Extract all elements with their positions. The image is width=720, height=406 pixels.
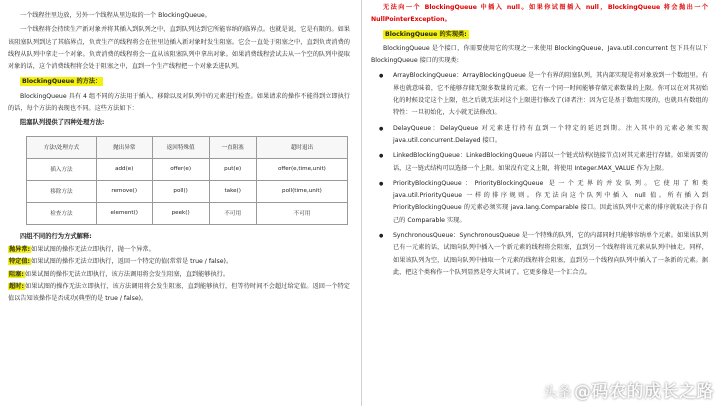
- behavior-item: [8, 244, 350, 256]
- behavior-item: [8, 281, 350, 306]
- methods-heading: BlockingQueue 的方法：: [22, 78, 102, 86]
- table-row: [27, 202, 348, 224]
- impl-list-item: ● LinkedBlockingQueue：LinkedBlockingQueue 内部以一个链式结构(链接节点)对其元素进行存储。如果需要的话，这一链式结构可以选择一个上限。如果没有定义上限，将使用 Integer.MAX_VALUE 作为上限。: [371, 150, 708, 175]
- behavior-item: [8, 269, 350, 281]
- table-header-cell: 抛出异常: [96, 136, 152, 158]
- behavior-tag: 特定值:: [9, 258, 31, 266]
- impl-list-item: ● ArrayBlockingQueue：ArrayBlockingQueue 是一个有界的阻塞队列，其内部实现是将对象放到一个数组里。有界也就意味着，它不能够存储无限多数量的元素。它有一个同一时间能够存储元素数量的上限。你可以在对其初始化的时候设定这个上限，但之后就无法对这个上限进行修改了(译者注：因为它是基于数组实现的，也就具有数组的特性：一旦初始化，大小就无法修改)。: [371, 70, 708, 119]
- methods-paragraph: BlockingQueue 具有 4 组不同的方法用于插入、移除以及对队列中的元素进行检查。如果请求的操作不能得到立即执行的话，每个方法的表现也不同。这些方法如下：: [8, 92, 350, 113]
- behaviors-heading: 四组不同的行为方式解释:: [20, 232, 92, 240]
- intro-paragraph-2: 一个线程将会持续生产新对象并将其插入到队列之中，直到队列达到它所能容纳的临界点。也就是说，它是有限的。如果该阻塞队列到达了其临界点，负责生产的线程将会在往里边插入新对象时发生阻塞。它会一直处于阻塞之中，直到负责消费的线程从队列中拿走一个对象。负责消费的线程将会一直从该阻塞队列中拿出对象。如果消费线程尝试去从一个空的队列中提取对象的话，这个消费线程将会处于阻塞之中，直到一个生产线程把一个对象丢进队列。: [8, 26, 350, 71]
- table-cell: peek(): [152, 202, 209, 224]
- table-cell: put(e): [209, 158, 256, 180]
- table-caption: 阻塞队列提供了四种处理方法:: [20, 119, 105, 127]
- null-warning: 无法向一个 BlockingQueue 中插入 null。如果你试图插入 null，BlockingQueue 将会抛出一个 NullPointerException。: [371, 4, 708, 24]
- behavior-item: [8, 256, 350, 268]
- watermark-text: @码农的成长之路: [574, 382, 714, 402]
- behavior-text: 如果试图的操作无法立即执行，该方法调用将会发生阻塞，直到能够执行，但等待时间不会超过给定值。返回一个特定值以告知该操作是否成功(典型的是 true / false)。: [8, 282, 350, 303]
- behavior-text: 如果试图的操作无法立即执行，返回一个特定的值(常常是 true / false)。: [31, 258, 233, 266]
- table-row: [27, 180, 348, 202]
- table-cell: 检查方法: [27, 202, 97, 224]
- impl-list-item: ● DelayQueue：DelayQueue 对元素进行持有直到一个特定的延迟到期。注入其中的元素必须实现 java.util.concurrent.Delayed 接口。: [371, 123, 708, 148]
- behavior-text: 如果试图的操作无法立即执行，该方法调用将会发生阻塞，直到能够执行。: [24, 270, 230, 278]
- methods-table: [26, 136, 348, 225]
- intro-paragraph-1: 一个线程往里边放，另外一个线程从里边取的一个 BlockingQueue。: [20, 12, 211, 19]
- table-header-cell: 一直阻塞: [209, 136, 256, 158]
- page-divider: [361, 0, 362, 406]
- table-cell: poll(time,unit): [256, 180, 347, 202]
- table-cell: offer(e): [152, 158, 209, 180]
- table-cell: add(e): [96, 158, 152, 180]
- table-cell: element(): [96, 202, 152, 224]
- behavior-text: 如果试图的操作无法立即执行，抛一个异常。: [31, 245, 155, 253]
- table-header-cell: 超时退出: [256, 136, 347, 158]
- table-header-cell: 返回特殊值: [152, 136, 209, 158]
- table-cell: take(): [209, 180, 256, 202]
- impl-list-item: ● SynchronousQueue：SynchronousQueue 是一个特殊的队列，它的内部同时只能够容纳单个元素。如果该队列已有一元素的话，试图向队列中插入一个新元素的线程将会阻塞，直到另一个线程将该元素从队列中抽走。同样，如果该队列为空，试图向队列中抽取一个元素的线程将会阻塞，直到另一个线程向队列中插入了一条新的元素。据此，把这个类称作一个队列显然是夸大其词了。它更多像是一个汇合点。: [371, 230, 708, 279]
- impl-intro: BlockingQueue 是个接口，你需要使用它的实现之一来使用 BlockingQueue，Java.util.concurrent 包下具有以下 BlockingQueue 接口的实现类:: [371, 44, 708, 65]
- table-cell: offer(e,time,unit): [256, 158, 347, 180]
- table-header-cell: 方法\处理方式: [27, 136, 97, 158]
- table-cell: 插入方法: [27, 158, 97, 180]
- watermark: [543, 377, 714, 402]
- table-cell: remove(): [96, 180, 152, 202]
- watermark-prefix: 头条: [543, 385, 572, 401]
- document-page-right: [363, 0, 720, 406]
- table-cell: 移除方法: [27, 180, 97, 202]
- table-cell: 不可用: [209, 202, 256, 224]
- impl-list-item: ● PriorityBlockingQueue：PriorityBlockingQueue 是一个无界的并发队列。它使用了和类 java.util.PriorityQueue 一样的排序规则。你无法向这个队列中插入 null 值。所有插入到 PriorityBlockingQueue 的元素必须实现 java.lang.Comparable 接口。因此该队列中元素的排序就取决于你自己的 Comparable 实现。: [371, 178, 708, 227]
- impl-heading-line: [371, 29, 708, 41]
- table-cell: poll(): [152, 180, 209, 202]
- behavior-tag: 阻塞:: [9, 270, 24, 278]
- table-header-row: [27, 136, 348, 158]
- table-cell: 不可用: [256, 202, 347, 224]
- behavior-tag: 超时:: [9, 282, 24, 290]
- impl-heading: BlockingQueue 的实现类:: [385, 30, 467, 38]
- table-row: [27, 158, 348, 180]
- behavior-tag: 抛异常:: [9, 245, 31, 253]
- methods-heading-line: [8, 76, 350, 88]
